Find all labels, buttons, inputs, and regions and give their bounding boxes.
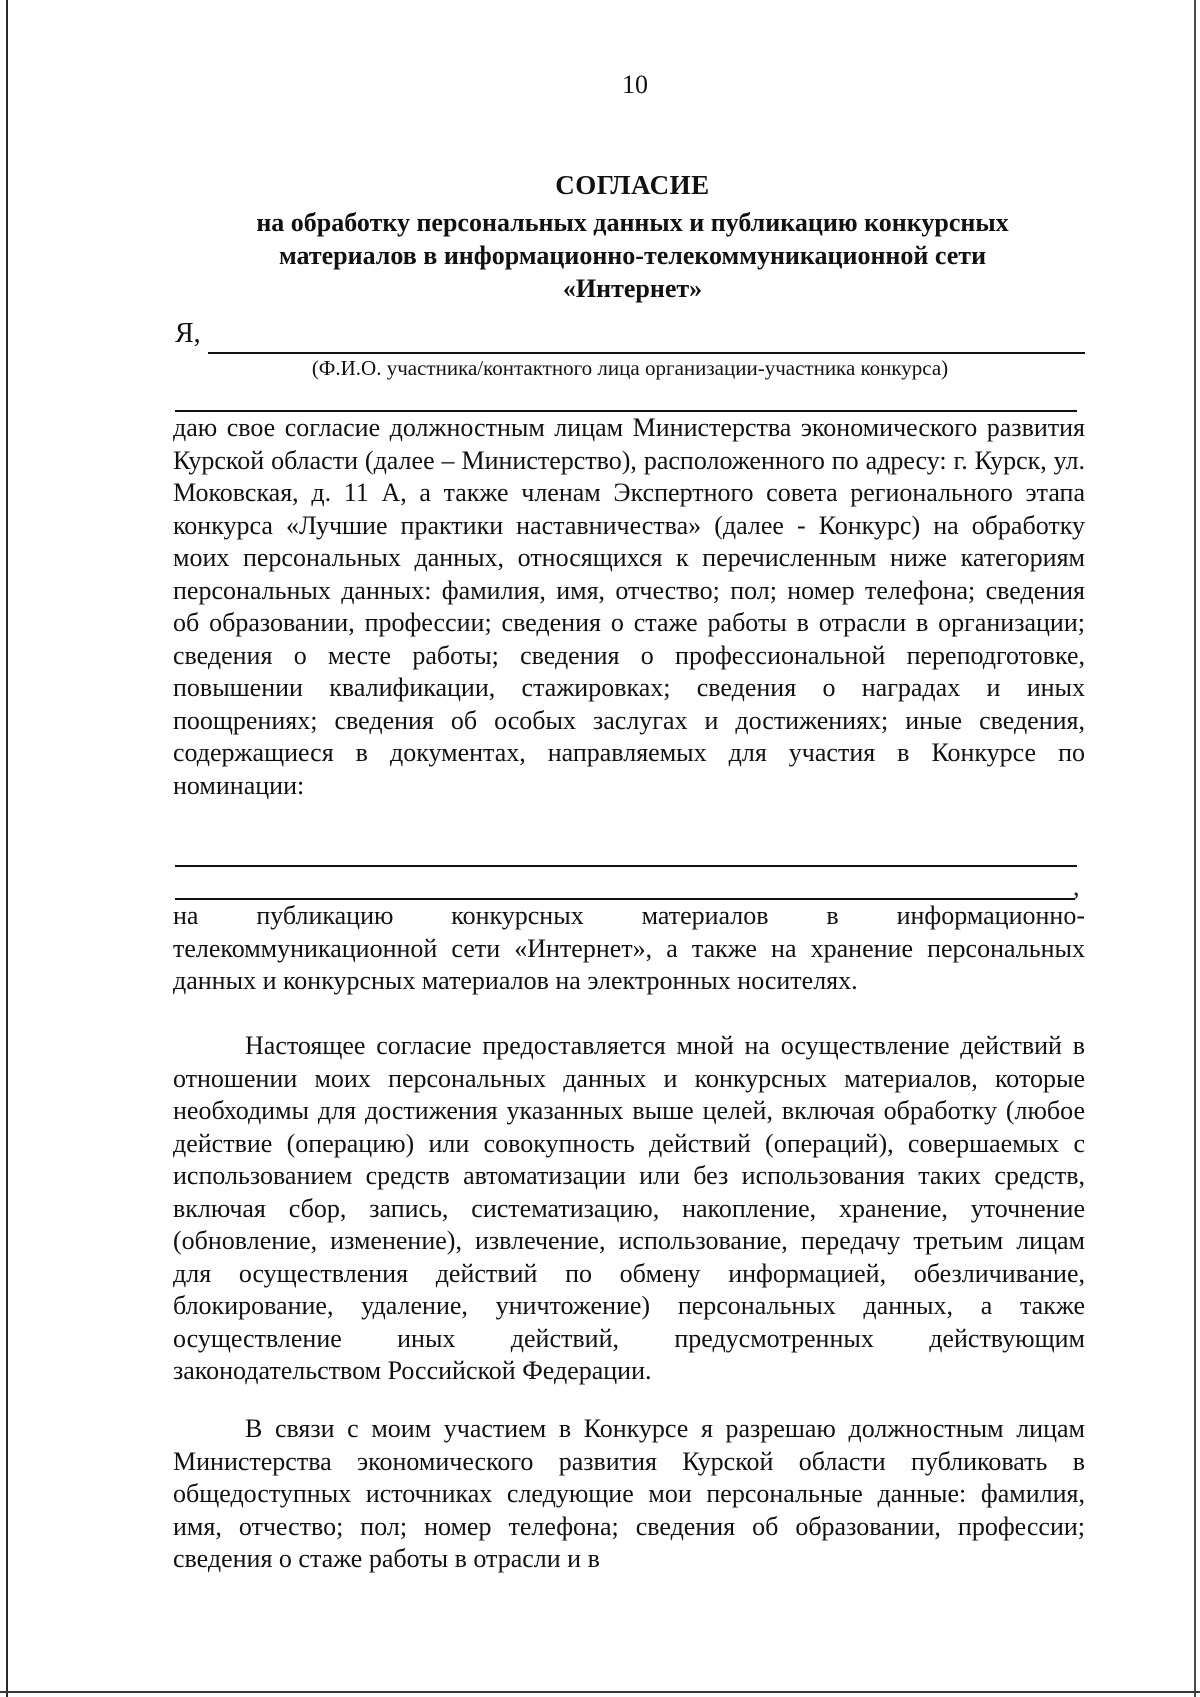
name-fill-line [208, 352, 1085, 354]
subtitle-line: на обработку персональных данных и публикацию конкурсных [256, 208, 1009, 237]
subtitle-line: материалов в информационно-телекоммуникационной сети [278, 241, 987, 270]
publication-permission-paragraph: В связи с моим участием в Конкурсе я разрешаю должностным лицам Министерства экономического развития Курской области публиковать в общедоступных источниках следующие мои персональные данные: фамилия, имя, отчество; пол; номер телефона; сведения об образовании, профессии; сведения о стаже работы в отрасли и в [173, 1414, 1085, 1573]
consent-paragraph: даю свое согласие должностным лицам Министерства экономического развития Курской области (далее – Министерство), расположенного по адресу: г. Курск, ул. Моковская, д. 11 А, а также членам Экспертного совета регионального этапа конкурса «Лучшие практики наставничества» (далее - Конкурс) на обработку моих персональных данных, относящихся к перечисленным ниже категориям персональных данных: фамилия, имя, отчество; пол; номер телефона; сведения об образовании, профессии; сведения о стаже работы в отрасли в организации; сведения о месте работы; сведения о профессиональной переподготовке, повышении квалификации, стажировках; сведения о наградах и иных поощрениях; сведения об особых заслугах и достижениях; иные сведения, содержащиеся в документах, направляемых для участия в Конкурсе по номинации: [173, 413, 1085, 800]
name-field-caption: (Ф.И.О. участника/контактного лица организации-участника конкурса) [311, 356, 949, 380]
name-field [175, 318, 1085, 354]
name-prefix: Я, [175, 318, 201, 349]
processing-paragraph: Настоящее согласие предоставляется мной на осуществление действий в отношении моих персональных данных и конкурсных материалов, которые необходимы для достижения указанных выше целей, включая обработку (любое действие (операцию) или совокупность действий (операций), совершаемых с использованием средств автоматизации или без использования таких средств, включая сбор, запись, систематизацию, накопление, хранение, уточнение (обновление, изменение), извлечение, использование, передачу третьим лицам для осуществления действий по обмену информацией, обезличивание, блокирование, удаление, уничтожение) персональных данных, а также осуществление иных действий, предусмотренных действующим законодательством Российской Федерации. [173, 1031, 1085, 1385]
scan-edge-right [1194, 0, 1196, 1697]
subtitle-line: «Интернет» [562, 274, 703, 303]
document-subtitle [195, 206, 1070, 305]
scan-edge-bottom [0, 1691, 1200, 1693]
publication-paragraph: на публикацию конкурсных материалов в информационно-телекоммуникационной сети «Интернет», а также на хранение персональных данных и конкурсных материалов на электронных носителях. [173, 901, 1085, 995]
scan-edge-left [6, 0, 8, 1697]
nomination-fill-line [175, 865, 1077, 867]
page-number: 10 [622, 70, 648, 99]
fill-line-comma: , [1073, 872, 1080, 901]
document-title: СОГЛАСИЕ [555, 170, 710, 200]
